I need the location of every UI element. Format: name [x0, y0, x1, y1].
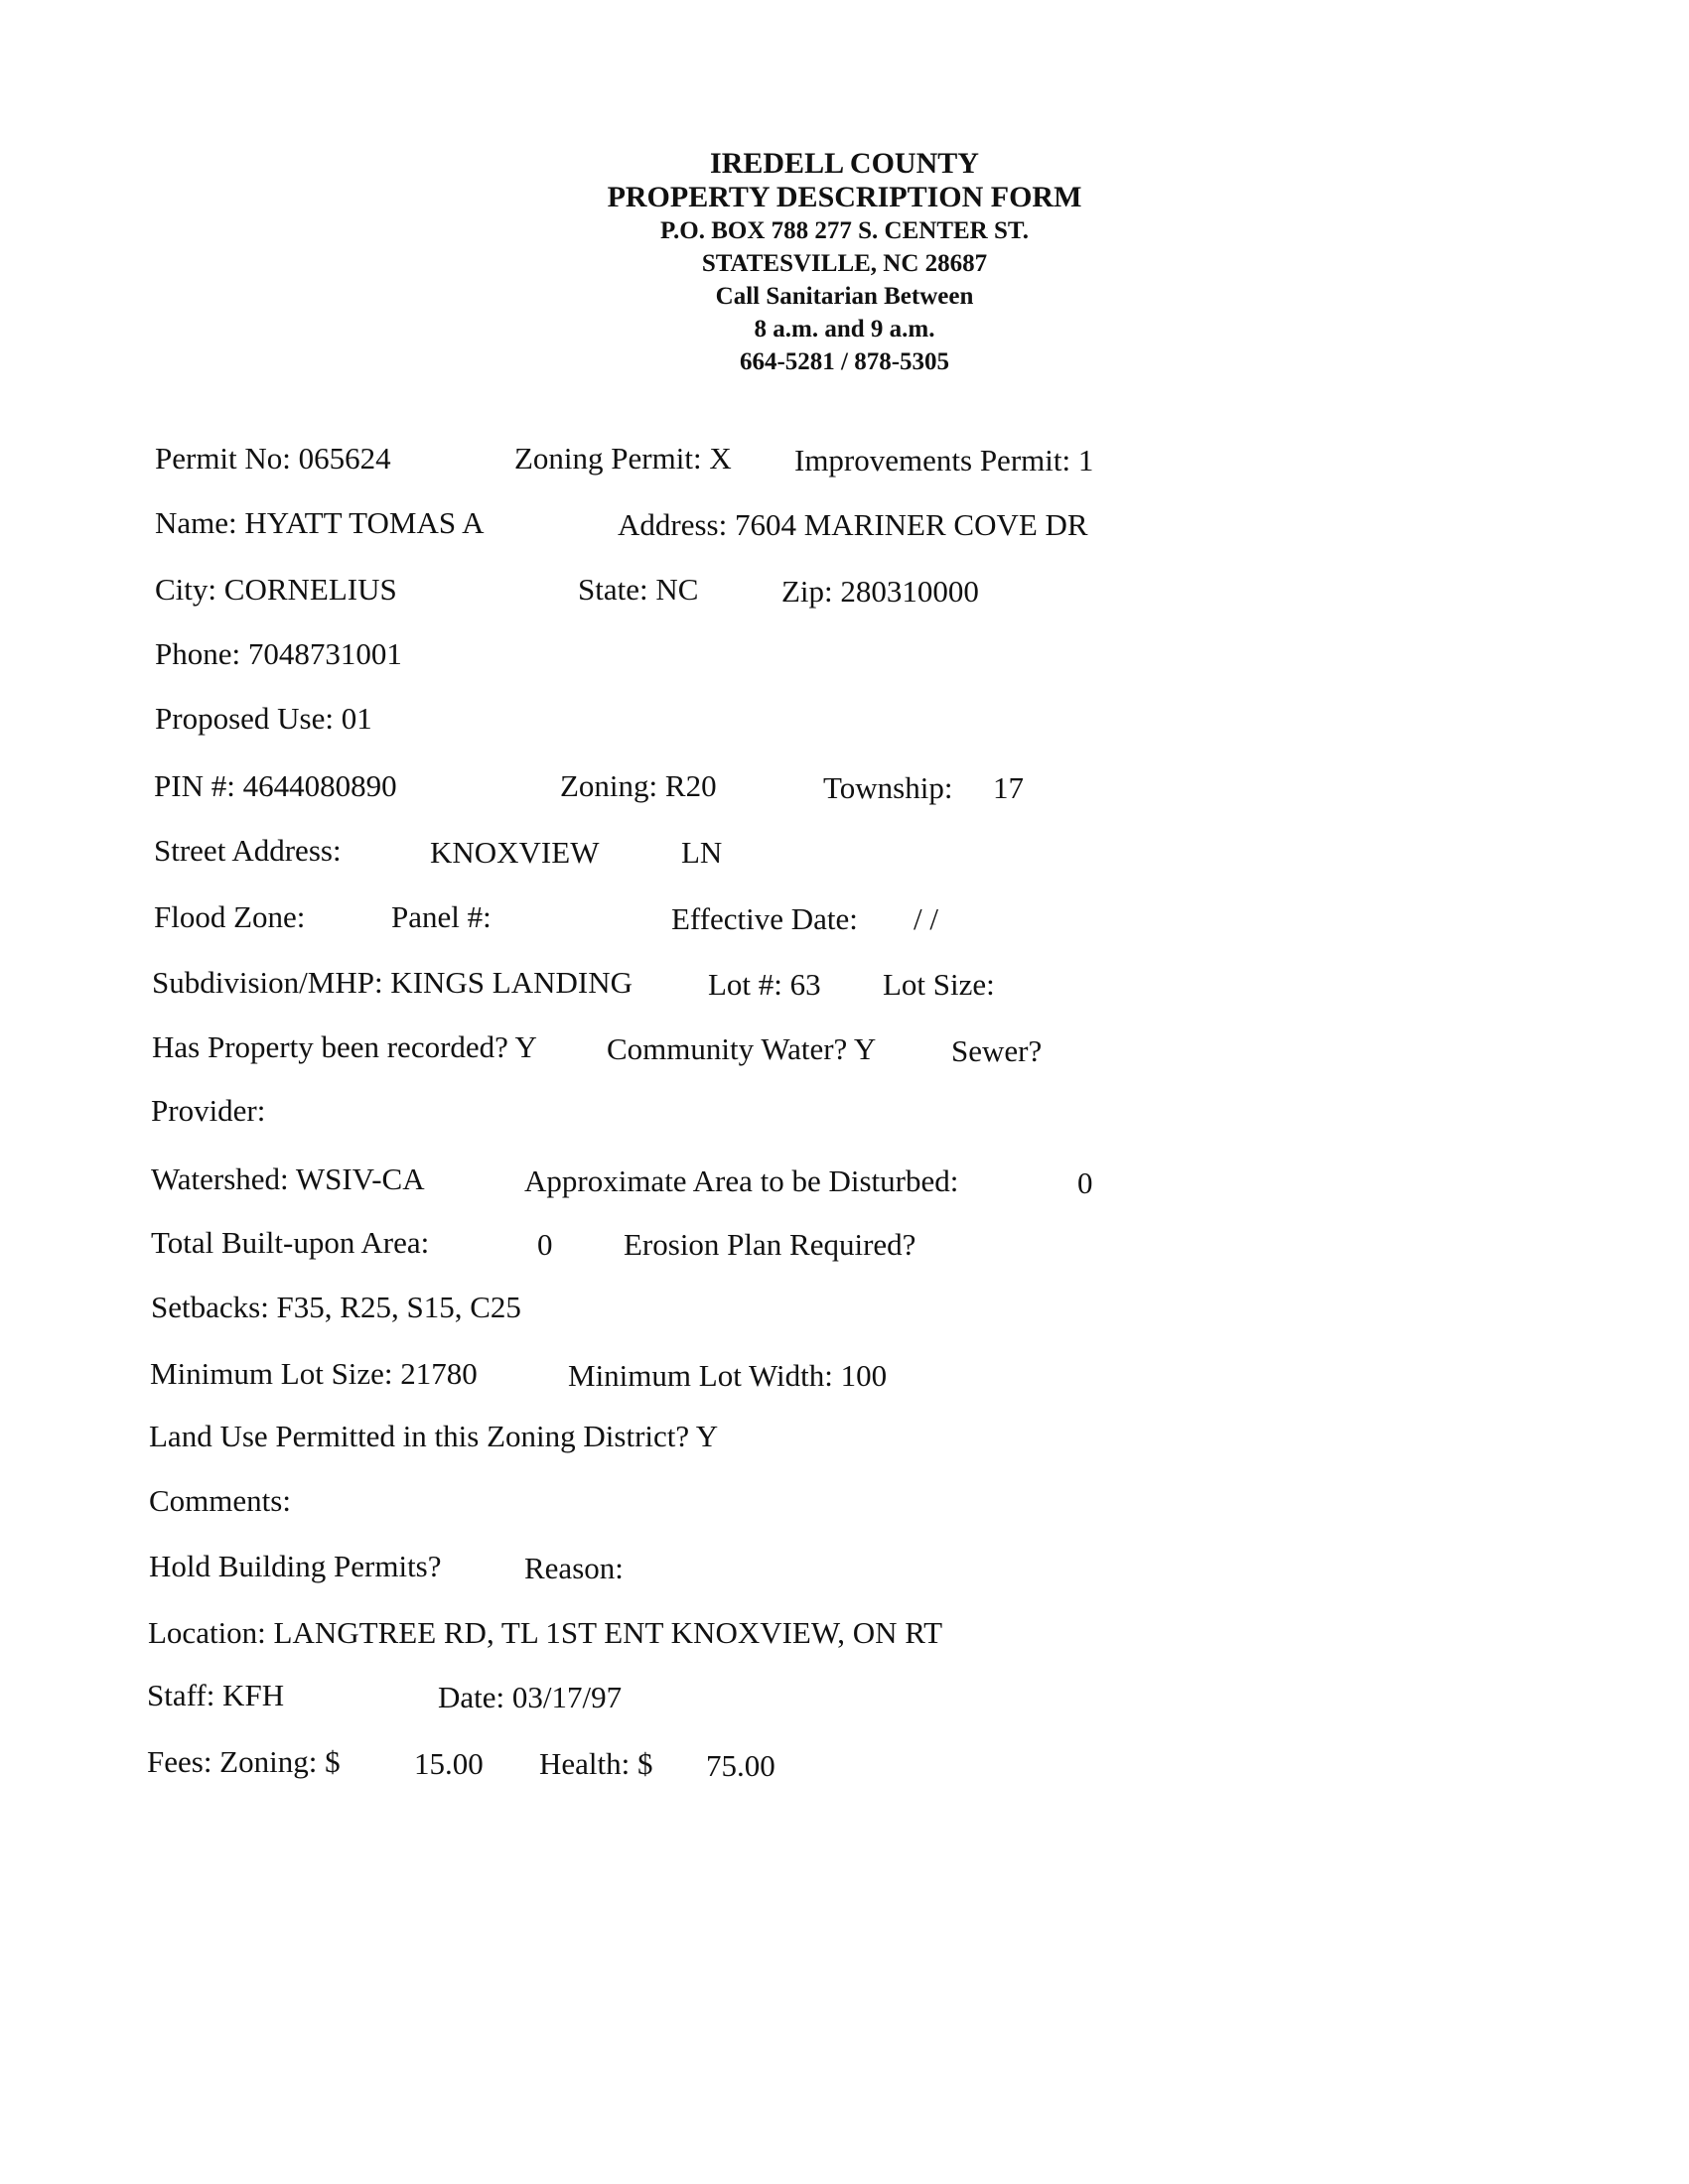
form-header — [0, 147, 1689, 378]
erosion-plan: Erosion Plan Required? — [624, 1227, 916, 1262]
lot-size: Lot Size: — [883, 967, 995, 1002]
sewer: Sewer? — [951, 1033, 1043, 1068]
date: Date: 03/17/97 — [438, 1680, 623, 1714]
mailing-address: P.O. BOX 788 277 S. CENTER ST. — [660, 217, 1029, 244]
township-label: Township: — [823, 770, 953, 805]
pin: PIN #: 4644080890 — [154, 768, 397, 803]
improvements-permit: Improvements Permit: 1 — [794, 443, 1094, 478]
call-hours: 8 a.m. and 9 a.m. — [754, 316, 935, 342]
area-disturbed-value: 0 — [1077, 1165, 1093, 1200]
panel-number: Panel #: — [391, 899, 492, 934]
fees-health-label: Health: $ — [539, 1746, 653, 1781]
street-address-label: Street Address: — [154, 833, 342, 868]
built-upon-area-value: 0 — [537, 1227, 553, 1262]
built-upon-area-label: Total Built-upon Area: — [151, 1225, 430, 1260]
subdivision: Subdivision/MHP: KINGS LANDING — [152, 965, 633, 1000]
city: City: CORNELIUS — [155, 572, 397, 607]
hold-building-permits: Hold Building Permits? — [149, 1549, 442, 1583]
zoning-permit: Zoning Permit: X — [514, 441, 732, 476]
city-state-zip: STATESVILLE, NC 28687 — [701, 250, 988, 277]
land-use-permitted: Land Use Permitted in this Zoning District? Y — [149, 1419, 719, 1453]
staff: Staff: KFH — [147, 1678, 285, 1712]
street-suffix: LN — [681, 835, 723, 870]
property-recorded: Has Property been recorded? Y — [152, 1029, 537, 1064]
owner-name: Name: HYATT TOMAS A — [155, 505, 485, 540]
phone-numbers: 664-5281 / 878-5305 — [739, 348, 950, 375]
provider: Provider: — [151, 1093, 266, 1128]
township-value: 17 — [993, 770, 1024, 805]
county-title: IREDELL COUNTY — [710, 147, 979, 180]
minimum-lot-size: Minimum Lot Size: 21780 — [150, 1356, 478, 1391]
community-water: Community Water? Y — [607, 1031, 877, 1066]
setbacks: Setbacks: F35, R25, S15, C25 — [151, 1290, 521, 1324]
comments: Comments: — [149, 1483, 291, 1518]
zip: Zip: 280310000 — [781, 574, 979, 609]
street-name: KNOXVIEW — [430, 835, 600, 870]
state: State: NC — [578, 572, 699, 607]
phone: Phone: 7048731001 — [155, 636, 402, 671]
fees-health-value: 75.00 — [706, 1748, 775, 1783]
call-instruction: Call Sanitarian Between — [715, 283, 974, 310]
watershed: Watershed: WSIV-CA — [151, 1161, 425, 1196]
zoning: Zoning: R20 — [560, 768, 717, 803]
form-title: PROPERTY DESCRIPTION FORM — [607, 181, 1082, 213]
flood-zone: Flood Zone: — [154, 899, 306, 934]
fees-zoning-value: 15.00 — [414, 1746, 484, 1781]
fees-zoning-label: Fees: Zoning: $ — [147, 1744, 341, 1779]
reason: Reason: — [524, 1551, 624, 1585]
owner-address: Address: 7604 MARINER COVE DR — [618, 507, 1088, 542]
permit-no: Permit No: 065624 — [155, 441, 391, 476]
minimum-lot-width: Minimum Lot Width: 100 — [568, 1358, 888, 1393]
effective-date-label: Effective Date: — [671, 901, 858, 936]
location: Location: LANGTREE RD, TL 1ST ENT KNOXVIEW, ON RT — [148, 1615, 943, 1650]
area-disturbed-label: Approximate Area to be Disturbed: — [524, 1163, 959, 1198]
proposed-use: Proposed Use: 01 — [155, 701, 372, 736]
lot-number: Lot #: 63 — [708, 967, 821, 1002]
effective-date-value: / / — [914, 901, 938, 936]
